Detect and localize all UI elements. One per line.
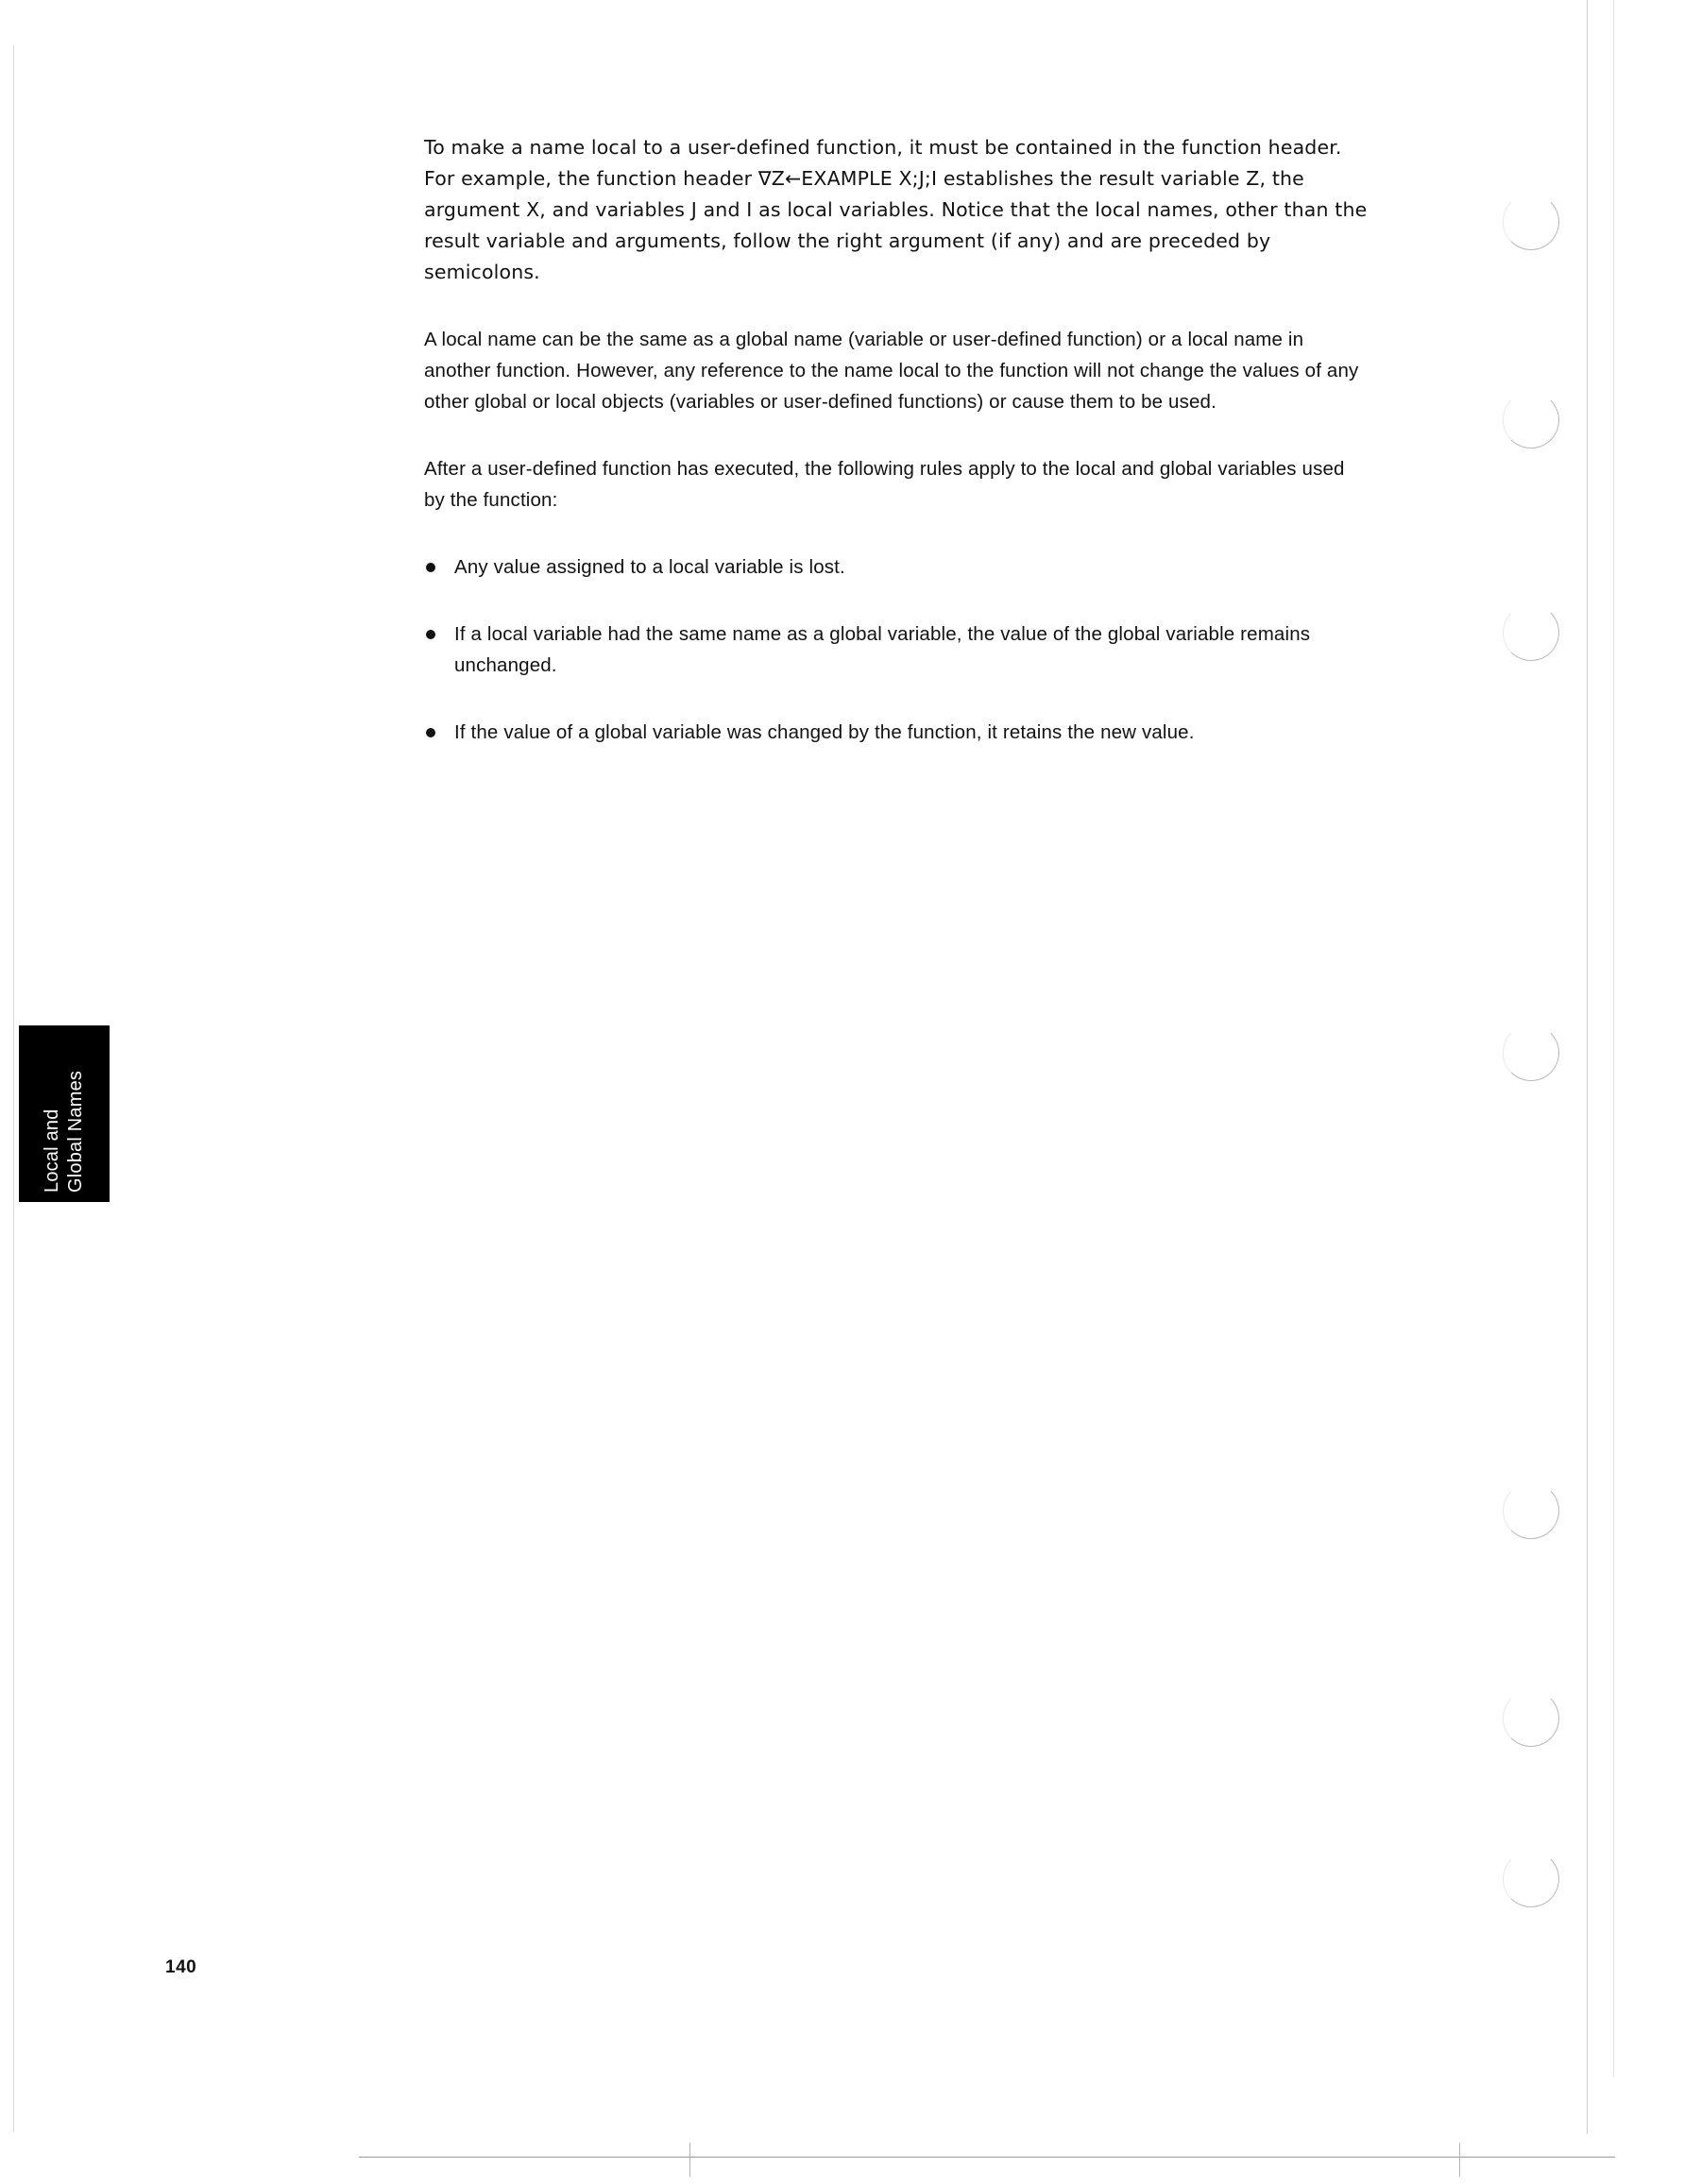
punch-hole-icon [1503, 392, 1559, 449]
punch-hole-icon [1503, 604, 1559, 661]
punch-hole-icon [1503, 194, 1559, 250]
page-bottom-rule [359, 2157, 1615, 2158]
page-number: 140 [165, 1957, 197, 1977]
punch-hole-icon [1503, 1482, 1559, 1539]
bullet-dot-icon [426, 728, 435, 737]
list-item [424, 717, 1369, 748]
page-edge-line-right [1587, 0, 1588, 2134]
punch-hole-icon [1503, 1024, 1559, 1081]
page-edge-line-left [13, 45, 14, 2132]
page-bottom-tick [689, 2142, 690, 2176]
list-item-text: If the value of a global variable was changed by the function, it retains the new value. [454, 721, 1195, 743]
thumb-tab-line1: Local and [42, 1109, 62, 1193]
rules-bullet-list [424, 551, 1369, 748]
page-bottom-tick [1459, 2142, 1460, 2176]
list-item [424, 551, 1369, 583]
punch-hole-icon [1503, 1851, 1559, 1907]
punch-hole-icon [1503, 1690, 1559, 1747]
list-item [424, 618, 1369, 681]
page-edge-line-right-inner [1613, 0, 1614, 2077]
thumb-tab [19, 1025, 110, 1202]
paragraph: A local name can be the same as a global name (variable or user-defined function) or a local name in another function. However, any reference to the name local to the function will not change the values of any other global or local objects (variables or user-defined functions) or cause them to be used. [424, 329, 1359, 413]
list-item-text: Any value assigned to a local variable is lost. [454, 556, 845, 578]
bullet-dot-icon [426, 630, 435, 639]
body-text-column [424, 132, 1369, 784]
paragraph: After a user-defined function has executed, the following rules apply to the local and global variables used by the function: [424, 458, 1345, 511]
list-item-text: If a local variable had the same name as a global variable, the value of the global variable remains unchanged. [454, 623, 1311, 676]
bullet-dot-icon [426, 563, 435, 572]
thumb-tab-line2: Global Names [65, 1070, 86, 1193]
paragraph: To make a name local to a user-defined function, it must be contained in the function header. For example, the function header ∇Z←EXAMPLE X;J;I establishes the result variable Z, the argument X, and variables J and I as local variables. Notice that the local names, other than the result variable and arguments, follow the right argument (if any) and are preceded by semicolons. [424, 136, 1368, 283]
